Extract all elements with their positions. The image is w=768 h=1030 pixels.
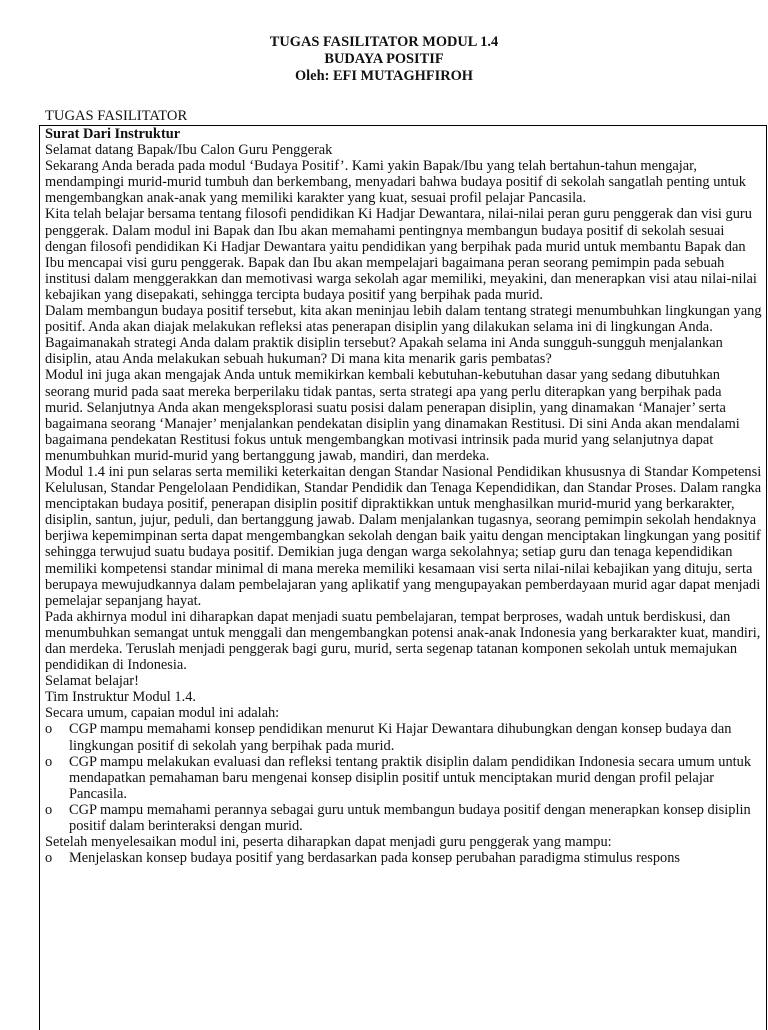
list-item	[45, 754, 762, 802]
circle-bullet-icon: o	[45, 753, 53, 770]
letter-paragraph: Setelah menyelesaikan modul ini, peserta diharapkan dapat menjadi guru penggerak yang mampu:	[45, 834, 612, 851]
list-item-text: CGP mampu memahami perannya sebagai guru untuk membangun budaya positif dengan menerapkan konsep disiplin positif dalam berinteraksi dengan murid.	[69, 801, 751, 835]
list-item-text: CGP mampu melakukan evaluasi dan refleksi tentang praktik disiplin dalam pendidikan Indonesia secara umum untuk mendapatkan pemahaman baru mengenai konsep disiplin positif untuk menciptakan murid dengan profil pelajar Pancasila.	[69, 753, 752, 802]
letter-paragraph: Selamat datang Bapak/Ibu Calon Guru Penggerak	[45, 142, 333, 159]
letter-paragraph: Modul ini juga akan mengajak Anda untuk memikirkan kembali kebutuhan-kebutuhan dasar yang sedang dibutuhkan seorang murid pada saat mereka berperilaku tidak pantas, serta strategi apa yang perlu diterapkan yang berpihak pada murid. Selanjutnya Anda akan mengeksplorasi suatu posisi dalam penerapan disiplin, yang dinamakan ‘Manajer’ serta bagaimana seorang ‘Manajer’ menjalankan pendekatan disiplin yang dinamakan Restitusi. Di sini Anda akan mendalami bagaimana pendekatan Restitusi fokus untuk mengembangkan motivasi intrinsik pada murid yang selanjutnya dapat menumbuhkan murid-murid yang bertanggung jawab, mandiri, dan merdeka.	[45, 367, 740, 464]
circle-bullet-icon: o	[45, 850, 53, 867]
letter-paragraph: Tim Instruktur Modul 1.4.	[45, 689, 196, 706]
document-header	[0, 34, 768, 85]
instructor-letter-box	[39, 125, 767, 1030]
letter-paragraph: Sekarang Anda berada pada modul ‘Budaya Positif’. Kami yakin Bapak/Ibu yang telah bertahun-tahun mengajar, mendampingi murid-murid tumbuh dan berkembang, menyadari bahwa budaya positif di sekolah sangatlah penting untuk mengembangkan anak-anak yang memiliki karakter yang kuat, sesuai profil pelajar Pancasila.	[45, 158, 746, 207]
list-item-text: Menjelaskan konsep budaya positif yang berdasarkan pada konsep perubahan paradigma stimulus respons	[69, 850, 681, 867]
letter-paragraph: Modul 1.4 ini pun selaras serta memiliki keterkaitan dengan Standar Nasional Pendidikan khususnya di Standar Kompetensi Kelulusan, Standar Pengelolaan Pendidikan, Standar Pendidik dan Tenaga Kependidikan, dan Standar Proses. Dalam rangka menciptakan budaya positif, penerapan disiplin positif dipraktikkan untuk menghasilkan murid-murid yang berkarakter, disiplin, santun, jujur, peduli, dan bertanggung jawab. Dalam menjalankan tugasnya, seorang pemimpin sekolah hendaknya berjiwa kepemimpinan serta dapat mengembangkan sekolah dengan baik yaitu dengan menciptakan lingkungan yang positif sehingga terwujud suatu budaya positif. Demikian juga dengan warga sekolahnya; setiap guru dan tenaga kependidikan memiliki kompetensi standar minimal di mana mereka memiliki kesamaan visi serta nilai-nilai kebajikan yang dituju, serta berupaya mewujudkannya dalam pembelajaran yang aplikatif yang mengupayakan pemberdayaan murid agar dapat menjadi pemelajar sepanjang hayat.	[45, 463, 762, 609]
circle-bullet-icon: o	[45, 721, 53, 738]
circle-bullet-icon: o	[45, 801, 53, 818]
section-label: TUGAS FASILITATOR	[45, 108, 188, 124]
letter-title: Surat Dari Instruktur	[45, 126, 181, 142]
letter-paragraph: Pada akhirnya modul ini diharapkan dapat menjadi suatu pembelajaran, tempat berproses, wadah untuk berdiskusi, dan menumbuhkan semangat untuk menggali dan mengembangkan potensi anak-anak Indonesia yang berkarakter kuat, mandiri, dan merdeka. Teruslah menjadi penggerak bagi guru, murid, serta segenap tatanan komponen sekolah untuk memajukan pendidikan di Indonesia.	[45, 608, 761, 674]
list-item-text: CGP mampu memahami konsep pendidikan menurut Ki Hajar Dewantara dihubungkan dengan konsep budaya dan lingkungan positif di sekolah yang berpihak pada murid.	[69, 721, 732, 754]
letter-paragraph: Secara umum, capaian modul ini adalah:	[45, 705, 280, 722]
header-author: Oleh: EFI MUTAGHFIROH	[294, 68, 473, 84]
outcomes-list	[45, 850, 762, 866]
list-item	[45, 802, 762, 834]
header-title: TUGAS FASILITATOR MODUL 1.4	[269, 34, 499, 50]
list-item	[45, 721, 762, 753]
letter-paragraph: Kita telah belajar bersama tentang filosofi pendidikan Ki Hadjar Dewantara, nilai-nilai peran guru penggerak dan visi guru penggerak. Dalam modul ini Bapak dan Ibu akan memahami pentingnya membangun budaya positif di sekolah sesuai dengan filosofi pendidikan Ki Hadjar Dewantara yaitu pendidikan yang berpihak pada murid untuk membantu Bapak dan Ibu mencapai visi guru penggerak. Bapak dan Ibu akan mempelajari bagaimana peran seorang pemimpin pada sebuah institusi dalam menggerakkan dan memotivasi warga sekolah agar memiliki, meyakini, dan menerapkan visi atau nilai-nilai kebajikan yang disepakati, sehingga tercipta budaya positif yang berpihak pada murid.	[45, 206, 757, 303]
objectives-list	[45, 721, 762, 834]
letter-paragraph: Selamat belajar!	[45, 673, 139, 690]
list-item	[45, 850, 762, 866]
header-subtitle: BUDAYA POSITIF	[324, 51, 444, 67]
letter-paragraph: Dalam membangun budaya positif tersebut, kita akan meninjau lebih dalam tentang strategi menumbuhkan lingkungan yang positif. Anda akan diajak melakukan refleksi atas penerapan disiplin yang dilakukan selama ini di lingkungan Anda. Bagaimanakah strategi Anda dalam praktik disiplin tersebut? Apakah selama ini Anda sungguh-sungguh menjalankan disiplin, atau Anda melakukan sebuah hukuman? Di mana kita menarik garis pembatas?	[45, 303, 762, 368]
